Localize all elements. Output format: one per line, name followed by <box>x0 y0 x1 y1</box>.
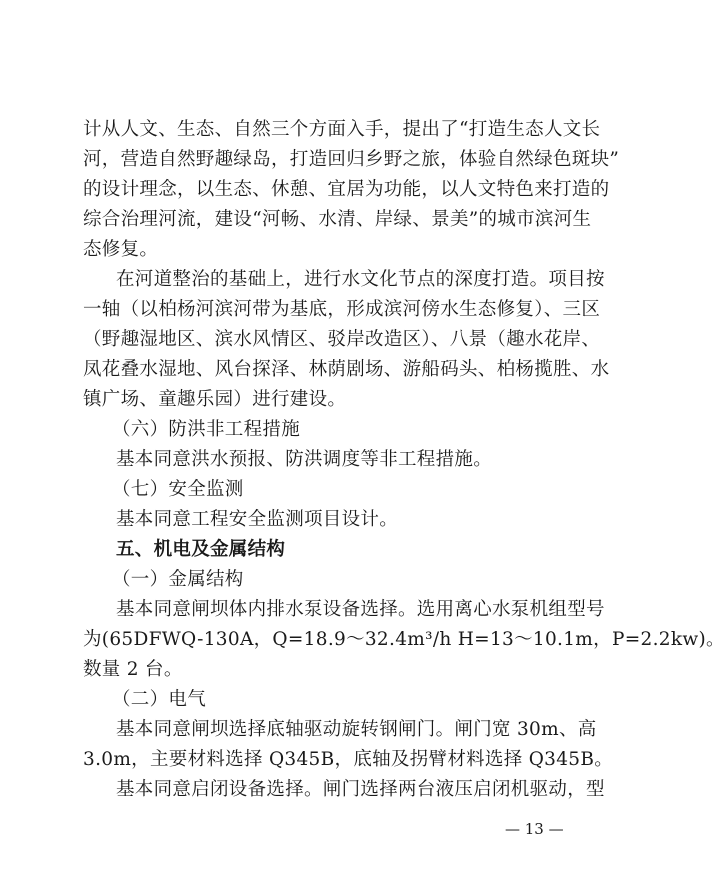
paragraph-line: 数量 2 台。 <box>83 659 183 680</box>
paragraph-line: 综合治理河流，建设“河畅、水清、岸绿、景美”的城市滨河生 <box>83 209 592 230</box>
paragraph-line: 基本同意闸坝选择底轴驱动旋转钢闸门。闸门宽 30m、高 <box>116 719 597 740</box>
paragraph-line: 基本同意工程安全监测项目设计。 <box>116 509 399 530</box>
paragraph-line: 为(65DFWQ-130A，Q=18.9～32.4m³/h H=13～10.1m，P=2.2kw)。 <box>83 629 725 650</box>
section-heading: （六）防洪非工程措施 <box>112 419 301 440</box>
paragraph-line: 态修复。 <box>83 239 159 260</box>
paragraph-line: 计从人文、生态、自然三个方面入手，提出了“打造生态人文长 <box>83 119 601 140</box>
section-heading: （七）安全监测 <box>112 479 244 500</box>
paragraph-line: 镇广场、童趣乐园）进行建设。 <box>83 389 347 410</box>
section-heading: （二）电气 <box>112 689 207 710</box>
paragraph-line: 的设计理念，以生态、休憩、宜居为功能，以人文特色来打造的 <box>83 179 610 200</box>
paragraph-line: 3.0m，主要材料选择 Q345B，底轴及拐臂材料选择 Q345B。 <box>83 749 614 770</box>
page-number: — 13 — <box>505 820 564 838</box>
paragraph-line: 凤花叠水湿地、风台探泽、林荫剧场、游船码头、柏杨揽胜、水 <box>83 359 610 380</box>
paragraph-line: 基本同意闸坝体内排水泵设备选择。选用离心水泵机组型号 <box>116 599 605 620</box>
paragraph-line: 河，营造自然野趣绿岛，打造回归乡野之旅，体验自然绿色斑块” <box>83 149 620 170</box>
paragraph-line: （野趣湿地区、滨水风情区、驳岸改造区）、八景（趣水花岸、 <box>83 329 601 350</box>
chapter-heading: 五、机电及金属结构 <box>116 539 286 560</box>
section-heading: （一）金属结构 <box>112 569 244 590</box>
paragraph-line: 一轴（以柏杨河滨河带为基底，形成滨河傍水生态修复）、三区 <box>83 299 601 320</box>
paragraph-line: 基本同意启闭设备选择。闸门选择两台液压启闭机驱动，型 <box>116 779 605 800</box>
paragraph-line: 在河道整治的基础上，进行水文化节点的深度打造。项目按 <box>116 269 605 290</box>
paragraph-line: 基本同意洪水预报、防洪调度等非工程措施。 <box>116 449 493 470</box>
